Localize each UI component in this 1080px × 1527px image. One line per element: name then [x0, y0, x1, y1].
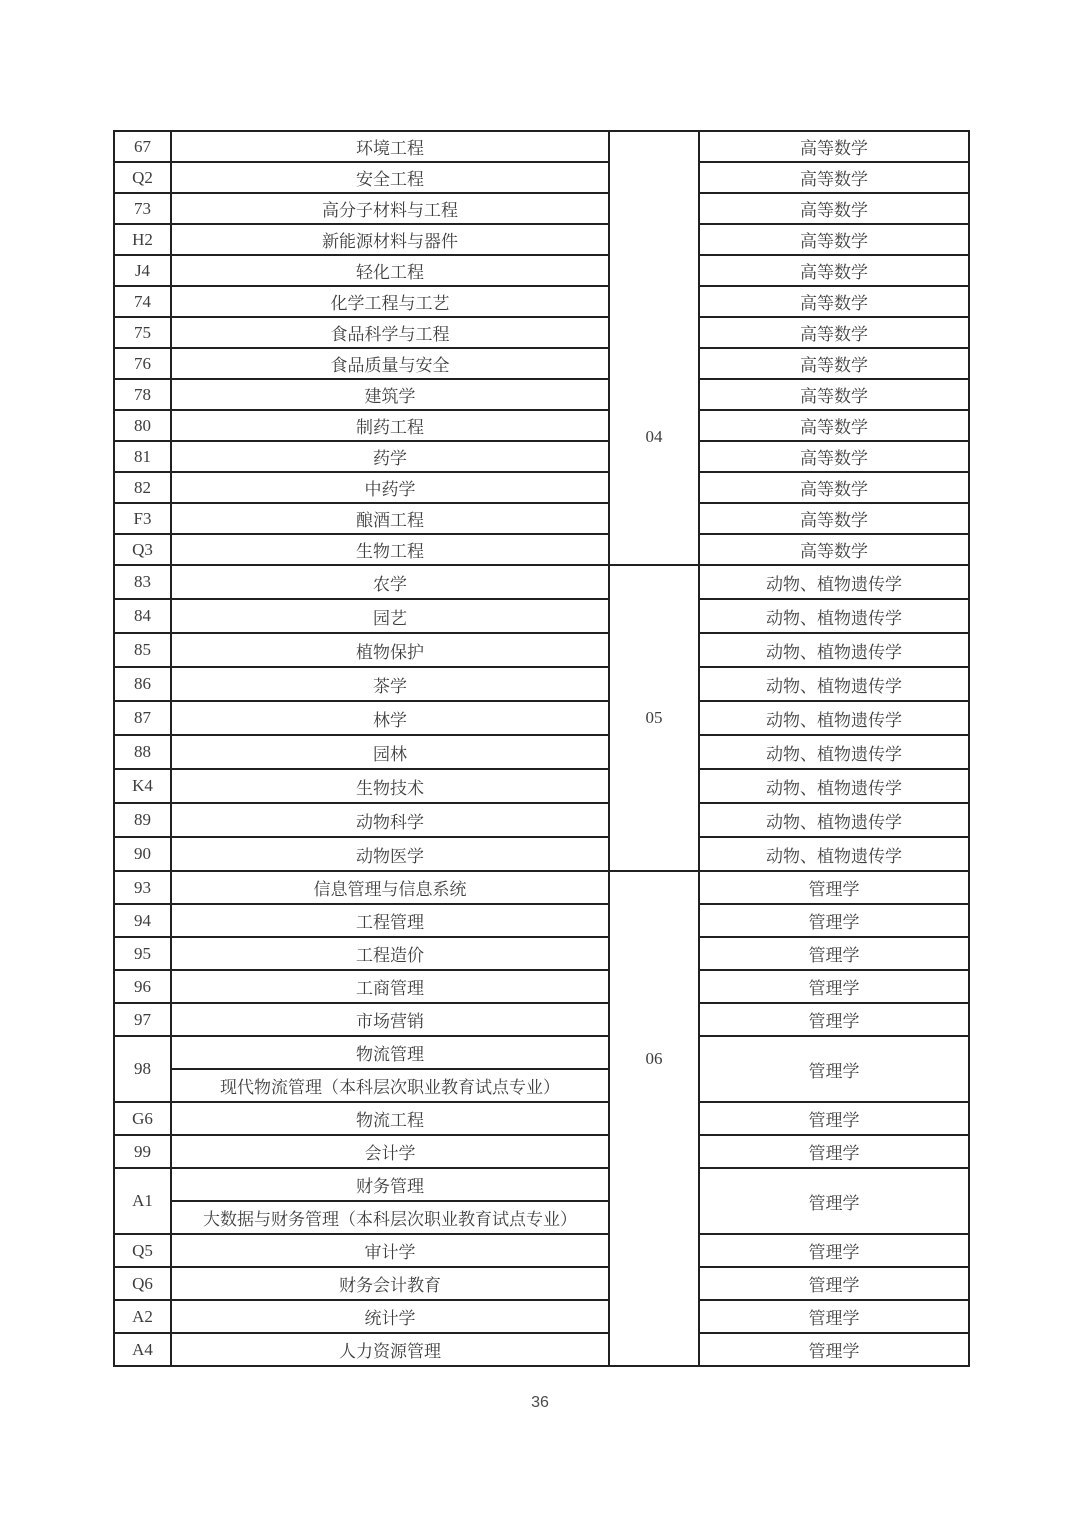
subject-cell: 管理学: [699, 1300, 969, 1333]
subject-cell: 高等数学: [699, 255, 969, 286]
major-code-cell: 84: [114, 599, 171, 633]
table-row: [114, 970, 969, 1003]
subject-cell: 高等数学: [699, 317, 969, 348]
major-name-cell: 环境工程: [171, 131, 609, 162]
group-code-cell: [609, 565, 699, 871]
subject-cell: 管理学: [699, 1234, 969, 1267]
major-code-cell: 78: [114, 379, 171, 410]
subject-cell: 高等数学: [699, 410, 969, 441]
group-code-cell: [609, 131, 699, 565]
major-code-cell: 83: [114, 565, 171, 599]
table-row: [114, 1333, 969, 1366]
table-row: [114, 441, 969, 472]
major-code-cell: 98: [114, 1036, 171, 1102]
subject-cell: 高等数学: [699, 472, 969, 503]
table-row: [114, 286, 969, 317]
major-name-cell: 轻化工程: [171, 255, 609, 286]
subject-cell: 高等数学: [699, 379, 969, 410]
group-code-label: 05: [645, 708, 663, 727]
major-code-cell: 96: [114, 970, 171, 1003]
table-row: [114, 1300, 969, 1333]
majors-table: [113, 130, 970, 1367]
subject-cell: 动物、植物遗传学: [699, 735, 969, 769]
table-row: [114, 871, 969, 904]
table-row: [114, 162, 969, 193]
table-row: [114, 534, 969, 565]
major-name-cell: 药学: [171, 441, 609, 472]
major-name-cell: 园艺: [171, 599, 609, 633]
group-code-label: 04: [645, 426, 663, 446]
major-code-cell: 99: [114, 1135, 171, 1168]
major-name-cell: 工程管理: [171, 904, 609, 937]
major-code-cell: 74: [114, 286, 171, 317]
page-number: 36: [531, 1394, 549, 1411]
major-code-cell: A4: [114, 1333, 171, 1366]
table-row: [114, 1267, 969, 1300]
subject-cell: 动物、植物遗传学: [699, 633, 969, 667]
major-code-cell: H2: [114, 224, 171, 255]
major-name-cell: 统计学: [171, 1300, 609, 1333]
table-row: [114, 803, 969, 837]
major-code-cell: K4: [114, 769, 171, 803]
major-code-cell: 89: [114, 803, 171, 837]
major-name-cell: 物流管理: [171, 1036, 609, 1069]
major-name-cell: 工商管理: [171, 970, 609, 1003]
major-code-cell: F3: [114, 503, 171, 534]
major-name-cell: 林学: [171, 701, 609, 735]
major-name-cell: 动物医学: [171, 837, 609, 871]
major-name-cell: 安全工程: [171, 162, 609, 193]
subject-cell: 管理学: [699, 970, 969, 1003]
subject-cell: 管理学: [699, 871, 969, 904]
major-name-cell: 园林: [171, 735, 609, 769]
major-name-cell: 动物科学: [171, 803, 609, 837]
major-name-cell: 农学: [171, 565, 609, 599]
major-code-cell: 87: [114, 701, 171, 735]
major-name-cell: 食品质量与安全: [171, 348, 609, 379]
table-row: [114, 1036, 969, 1069]
major-code-cell: 81: [114, 441, 171, 472]
major-name-cell: 制药工程: [171, 410, 609, 441]
major-name-cell: 中药学: [171, 472, 609, 503]
table-row: [114, 348, 969, 379]
major-code-cell: Q5: [114, 1234, 171, 1267]
major-code-cell: 67: [114, 131, 171, 162]
table-row: [114, 633, 969, 667]
subject-cell: 高等数学: [699, 534, 969, 565]
major-code-cell: 90: [114, 837, 171, 871]
subject-cell: 高等数学: [699, 162, 969, 193]
subject-cell: 动物、植物遗传学: [699, 565, 969, 599]
major-name-cell: 植物保护: [171, 633, 609, 667]
table-row: [114, 255, 969, 286]
major-name-cell: 现代物流管理（本科层次职业教育试点专业）: [171, 1069, 609, 1102]
table-row: [114, 837, 969, 871]
major-name-cell: 高分子材料与工程: [171, 193, 609, 224]
major-code-cell: J4: [114, 255, 171, 286]
major-code-cell: Q6: [114, 1267, 171, 1300]
major-code-cell: 86: [114, 667, 171, 701]
subject-cell: 管理学: [699, 1333, 969, 1366]
subject-cell: 管理学: [699, 904, 969, 937]
major-code-cell: 85: [114, 633, 171, 667]
subject-cell: 管理学: [699, 1168, 969, 1234]
table-row: [114, 1135, 969, 1168]
major-code-cell: Q3: [114, 534, 171, 565]
table-row: [114, 379, 969, 410]
major-name-cell: 工程造价: [171, 937, 609, 970]
table-row: [114, 472, 969, 503]
group-code-cell: [609, 871, 699, 1366]
major-code-cell: 97: [114, 1003, 171, 1036]
subject-cell: 高等数学: [699, 348, 969, 379]
major-name-cell: 人力资源管理: [171, 1333, 609, 1366]
subject-cell: 动物、植物遗传学: [699, 667, 969, 701]
subject-cell: 动物、植物遗传学: [699, 701, 969, 735]
major-name-cell: 食品科学与工程: [171, 317, 609, 348]
major-name-cell: 审计学: [171, 1234, 609, 1267]
major-name-cell: 信息管理与信息系统: [171, 871, 609, 904]
table-row: [114, 503, 969, 534]
table-row: [114, 701, 969, 735]
major-name-cell: 茶学: [171, 667, 609, 701]
major-code-cell: 80: [114, 410, 171, 441]
major-name-cell: 市场营销: [171, 1003, 609, 1036]
major-code-cell: 95: [114, 937, 171, 970]
major-code-cell: 76: [114, 348, 171, 379]
subject-cell: 高等数学: [699, 503, 969, 534]
major-code-cell: Q2: [114, 162, 171, 193]
subject-cell: 动物、植物遗传学: [699, 599, 969, 633]
table-row: [114, 317, 969, 348]
table-row: [114, 667, 969, 701]
table-row: [114, 1102, 969, 1135]
major-code-cell: 82: [114, 472, 171, 503]
major-code-cell: 94: [114, 904, 171, 937]
table-row: [114, 224, 969, 255]
major-name-cell: 建筑学: [171, 379, 609, 410]
major-code-cell: 73: [114, 193, 171, 224]
subject-cell: 动物、植物遗传学: [699, 837, 969, 871]
subject-cell: 管理学: [699, 937, 969, 970]
table-row: [114, 937, 969, 970]
subject-cell: 高等数学: [699, 286, 969, 317]
major-code-cell: 75: [114, 317, 171, 348]
table-row: [114, 565, 969, 599]
table-row: [114, 1003, 969, 1036]
subject-cell: 高等数学: [699, 131, 969, 162]
table-row: [114, 131, 969, 162]
table-row: [114, 193, 969, 224]
major-code-cell: 93: [114, 871, 171, 904]
subject-cell: 管理学: [699, 1036, 969, 1102]
major-name-cell: 大数据与财务管理（本科层次职业教育试点专业）: [171, 1201, 609, 1234]
major-code-cell: G6: [114, 1102, 171, 1135]
subject-cell: 管理学: [699, 1267, 969, 1300]
major-name-cell: 财务会计教育: [171, 1267, 609, 1300]
major-name-cell: 生物工程: [171, 534, 609, 565]
subject-cell: 高等数学: [699, 441, 969, 472]
table-row: [114, 904, 969, 937]
subject-cell: 管理学: [699, 1003, 969, 1036]
table-row: [114, 769, 969, 803]
table-row: [114, 599, 969, 633]
major-name-cell: 会计学: [171, 1135, 609, 1168]
major-name-cell: 化学工程与工艺: [171, 286, 609, 317]
table-body: [114, 131, 969, 1366]
majors-table-container: [113, 130, 968, 1367]
major-name-cell: 酿酒工程: [171, 503, 609, 534]
table-row: [114, 1234, 969, 1267]
subject-cell: 高等数学: [699, 224, 969, 255]
major-name-cell: 新能源材料与器件: [171, 224, 609, 255]
major-code-cell: 88: [114, 735, 171, 769]
major-code-cell: A1: [114, 1168, 171, 1234]
major-name-cell: 生物技术: [171, 769, 609, 803]
major-name-cell: 财务管理: [171, 1168, 609, 1201]
table-row: [114, 410, 969, 441]
subject-cell: 高等数学: [699, 193, 969, 224]
table-row: [114, 1168, 969, 1201]
subject-cell: 动物、植物遗传学: [699, 769, 969, 803]
subject-cell: 管理学: [699, 1135, 969, 1168]
group-code-label: 06: [645, 1049, 663, 1069]
table-row: [114, 735, 969, 769]
subject-cell: 动物、植物遗传学: [699, 803, 969, 837]
major-code-cell: A2: [114, 1300, 171, 1333]
subject-cell: 管理学: [699, 1102, 969, 1135]
major-name-cell: 物流工程: [171, 1102, 609, 1135]
